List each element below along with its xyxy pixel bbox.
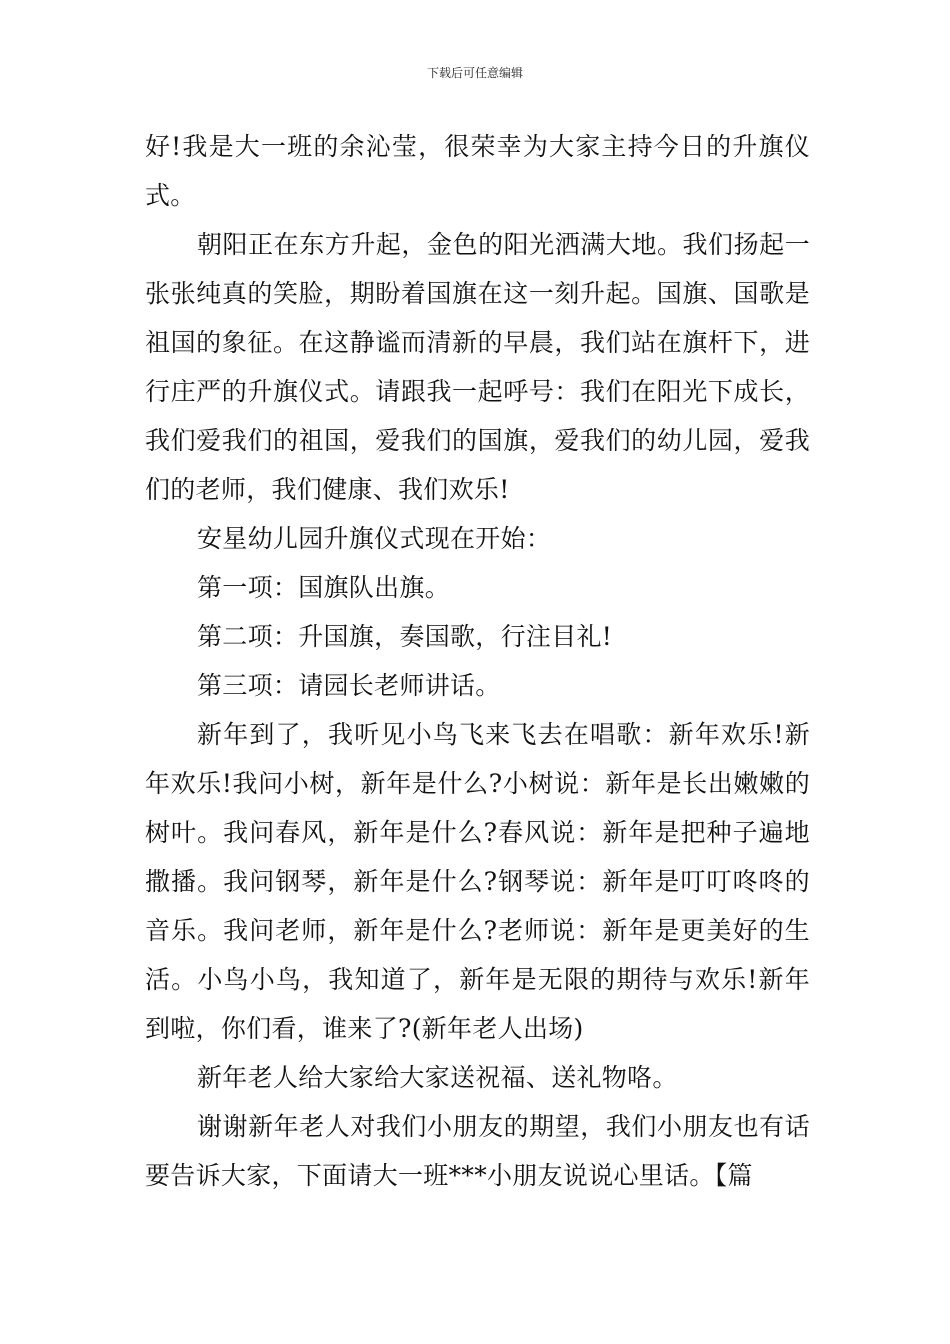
paragraph-ceremony-start: 安星幼儿园升旗仪式现在开始： — [197, 524, 552, 553]
document-body — [145, 122, 810, 1200]
paragraph-thanks: 谢谢新年老人对我们小朋友的期望，我们小朋友也有话要告诉大家，下面请大一班***小朋友说说心里话。【篇 — [145, 1112, 810, 1190]
paragraph-item-two: 第二项：升国旗，奏国歌，行注目礼! — [197, 622, 613, 651]
paragraph-item-three: 第三项：请园长老师讲话。 — [197, 671, 501, 700]
paragraph-morning-call: 朝阳正在东方升起，金色的阳光洒满大地。我们扬起一张张纯真的笑脸，期盼着国旗在这一刻升起。国旗、国歌是祖国的象征。在这静谧而清新的早晨，我们站在旗杆下，进行庄严的升旗仪式。请跟我一起呼号：我们在阳光下成长，我们爱我们的祖国，爱我们的国旗，爱我们的幼儿园，爱我们的老师，我们健康、我们欢乐! — [145, 230, 810, 504]
paragraph-new-year-poem: 新年到了，我听见小鸟飞来飞去在唱歌：新年欢乐!新年欢乐!我问小树，新年是什么?小树说：新年是长出嫩嫩的树叶。我问春风，新年是什么?春风说：新年是把种子遍地撒播。我问钢琴，新年是什么?钢琴说：新年是叮叮咚咚的音乐。我问老师，新年是什么?老师说：新年是更美好的生活。小鸟小鸟，我知道了，新年是无限的期待与欢乐!新年到啦，你们看，谁来了?(新年老人出场) — [145, 720, 810, 1043]
paragraph-item-one: 第一项：国旗队出旗。 — [197, 573, 451, 602]
paragraph-new-year-elder: 新年老人给大家给大家送祝福、送礼物咯。 — [197, 1063, 678, 1092]
page-header-note: 下载后可任意编辑 — [426, 66, 523, 80]
paragraph-greeting: 好!我是大一班的余沁莹，很荣幸为大家主持今日的升旗仪式。 — [145, 132, 810, 210]
